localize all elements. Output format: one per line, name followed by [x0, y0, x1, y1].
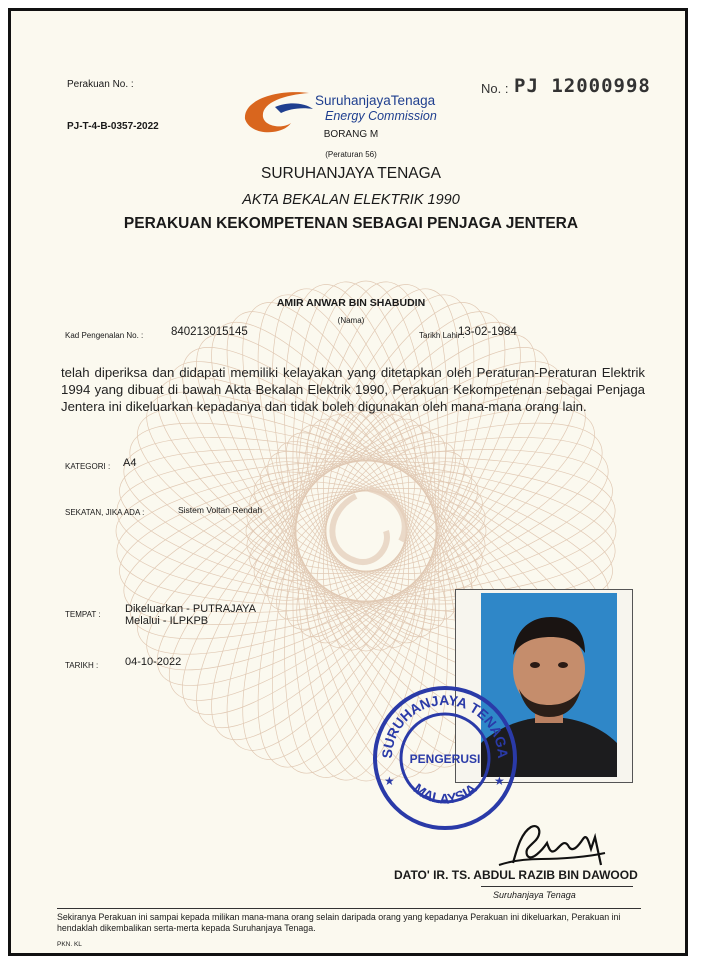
sekatan-label: SEKATAN, JIKA ADA : — [65, 508, 145, 517]
certificate-title: PERAKUAN KEKOMPETENAN SEBAGAI PENJAGA JENTERA — [123, 215, 579, 232]
ic-label: Kad Pengenalan No. : — [65, 331, 144, 340]
tarikh-value: 04-10-2022 — [125, 656, 182, 668]
tarikh-label: TARIKH : — [65, 661, 99, 670]
peraturan: (Peraturan 56) — [325, 150, 377, 159]
stamp-top-text: SURUHANJAYA TENAGA — [378, 691, 512, 759]
footer-note: Sekiranya Perakuan ini sampai kepada milikan mana-mana orang selain daripada orang yang kepadanya Perakuan ini dikeluarkan, Perakuan ini hendaklah dikembalikan serta-merta kepada Suruhanjaya Tenaga. — [57, 912, 621, 933]
logo-line2: Energy Commission — [325, 109, 437, 123]
star-icon: ★ — [384, 774, 395, 788]
tempat-line1: Dikeluarkan - PUTRAJAYA — [125, 603, 257, 615]
stamp-bottom-text: MALAYSIA — [410, 780, 480, 807]
stamp-center-text: PENGERUSI — [409, 752, 481, 766]
kategori-label: KATEGORI : — [65, 462, 111, 471]
handwritten-signature — [491, 819, 611, 873]
signatory-org: Suruhanjaya Tenaga — [493, 890, 576, 900]
tempat-label: TEMPAT : — [65, 610, 101, 619]
dob-value: 13-02-1984 — [458, 326, 517, 338]
dob-label: Tarikh Lahir : — [419, 331, 465, 340]
ic-value: 840213015145 — [171, 326, 248, 338]
form-code: PKN. KL — [57, 941, 82, 948]
act-heading: AKTA BEKALAN ELEKTRIK 1990 — [242, 192, 460, 208]
perakuan-no-label: Perakuan No. : — [67, 79, 134, 90]
star-icon: ★ — [494, 774, 505, 788]
holder-name-caption: (Nama) — [337, 316, 365, 325]
kategori-value: A4 — [123, 457, 137, 469]
perakuan-ref: PJ-T-4-B-0357-2022 — [67, 121, 159, 132]
svg-text:MALAYSIA — [411, 780, 480, 807]
svg-text:SURUHANJAYA TENAGA — [379, 692, 511, 759]
official-seal-stamp — [370, 683, 520, 833]
borang: BORANG M — [323, 129, 379, 140]
certificate-frame — [8, 8, 688, 956]
certificate-number: PJ 12000998 — [514, 75, 651, 97]
signature-divider — [481, 886, 633, 887]
logo-line1: SuruhanjayaTenaga — [315, 93, 436, 108]
sekatan-value: Sistem Voltan Rendah — [178, 505, 263, 515]
no-label: No. : — [481, 81, 509, 96]
footer-divider — [57, 908, 641, 909]
signatory-name: DATO' IR. TS. ABDUL RAZIB BIN DAWOOD — [394, 868, 638, 882]
org-heading: SURUHANJAYA TENAGA — [260, 165, 441, 182]
tempat-line2: Melalui - ILPKPB — [125, 615, 209, 627]
certificate-body-text: telah diperiksa dan didapati memiliki kelayakan yang ditetapkan oleh Peraturan-Peraturan Elektrik 1994 yang dibuat di bawah Akta Bekalan Elektrik 1990, Perakuan Kekompetenan sebagai Penjaga Jentera ini dikeluarkan kepadanya dan tidak boleh digunakan oleh mana-mana orang lain. — [61, 365, 645, 414]
holder-name: AMIR ANWAR BIN SHABUDIN — [276, 297, 426, 309]
